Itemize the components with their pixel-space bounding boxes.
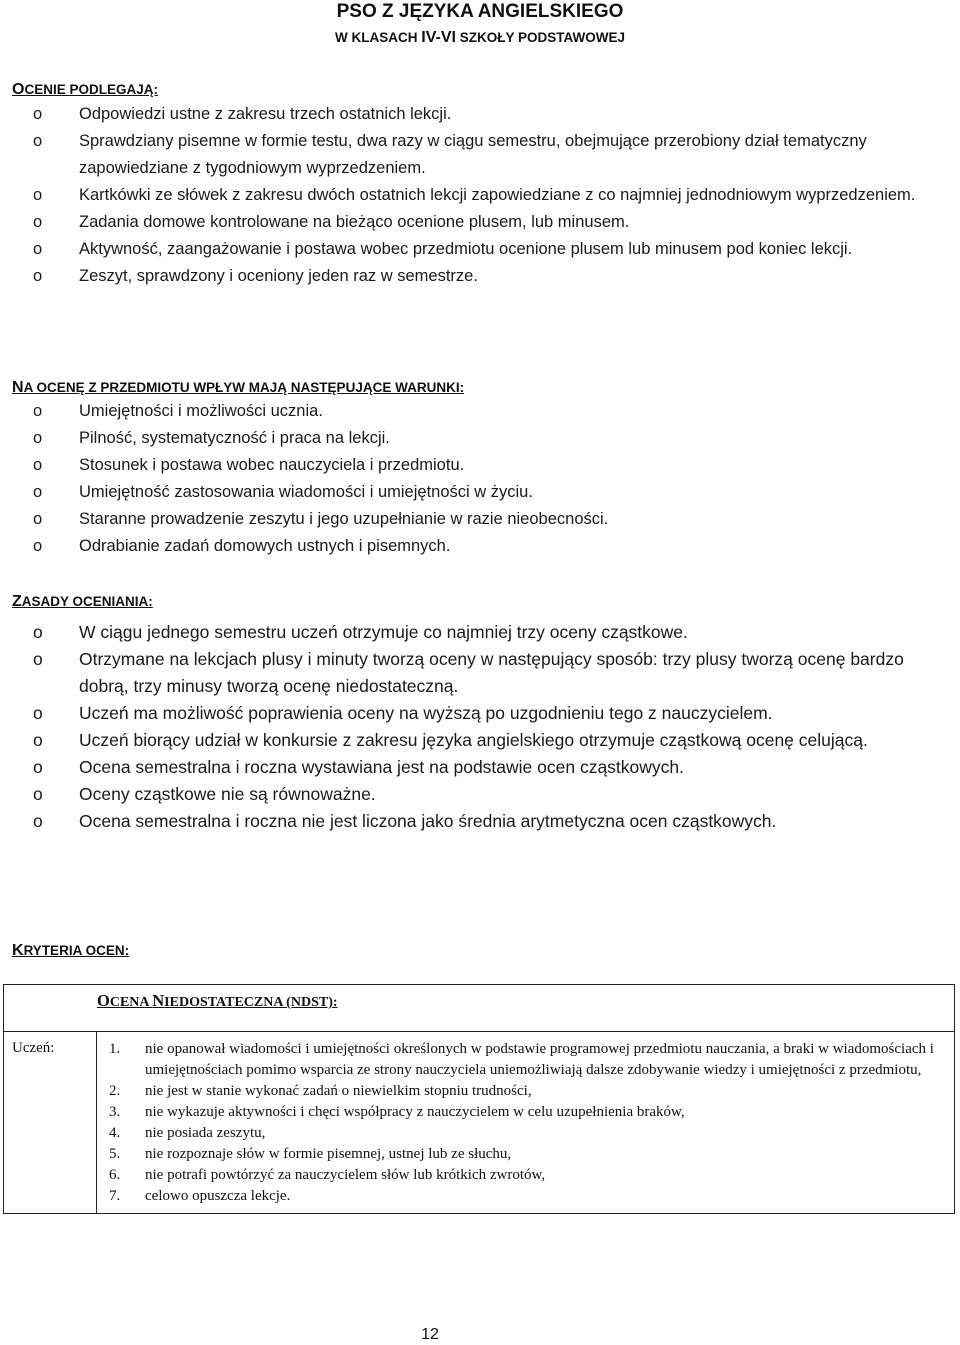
student-label: Uczeń:: [12, 1040, 55, 1056]
section-heading: [12, 941, 942, 961]
list-item-text: Oceny cząstkowe nie są równoważne.: [79, 784, 376, 804]
bullet-o: o: [33, 132, 43, 150]
requirement-item: [97, 1081, 942, 1102]
list-item: [12, 398, 942, 425]
list-item-text: Ocena semestralna i roczna wystawiana jest na podstawie ocen cząstkowych.: [79, 757, 685, 777]
bullet-o: o: [33, 186, 43, 204]
list-item-text: Uczeń ma możliwość poprawienia oceny na wyższą po uzgodnieniu tego z nauczycielem.: [79, 703, 773, 723]
grade-title-part: N: [152, 991, 165, 1010]
requirement-text: celowo opuszcza lekcje.: [145, 1188, 291, 1204]
grade-title-cell: [4, 985, 955, 1032]
heading-cap: Z: [12, 593, 22, 610]
rules-list: [12, 619, 942, 835]
criteria-table: [3, 984, 955, 1214]
list-item: [12, 506, 942, 533]
list-item-text: Stosunek i postawa wobec nauczyciela i przedmiotu.: [79, 456, 465, 474]
requirement-item: [97, 1102, 942, 1123]
table-row: [4, 1032, 955, 1214]
section-heading: [12, 80, 942, 100]
requirement-number: 1.: [109, 1041, 121, 1057]
list-item-text: Sprawdziany pisemne w formie testu, dwa razy w ciągu semestru, obejmujące przerobiony dział tematyczny zapowiedziane z tygodniowym wyprzedzeniem.: [79, 132, 867, 177]
list-item-text: Otrzymane na lekcjach plusy i minuty tworzą oceny w następujący sposób: trzy plusy tworzą ocenę bardzo dobrą, trzy minusy tworzą ocenę niedostateczną.: [79, 649, 904, 696]
list-item-text: Ocena semestralna i roczna nie jest liczona jako średnia arytmetyczna ocen cząstkowych.: [79, 811, 777, 831]
heading-rest: ASADY OCENIANIA:: [21, 594, 153, 609]
bullet-o: o: [33, 483, 43, 501]
document-subtitle: [0, 28, 960, 48]
factors-list: [12, 398, 942, 560]
document-title: PSO Z JĘZYKA ANGIELSKIEGO: [336, 1, 624, 22]
requirement-text: nie wykazuje aktywności i chęci współpracy z nauczycielem w celu uzupełnienia braków,: [145, 1104, 685, 1120]
list-item: [12, 425, 942, 452]
requirement-text: nie posiada zeszytu,: [145, 1125, 266, 1141]
bullet-o: o: [33, 784, 43, 804]
table-row: [4, 985, 955, 1032]
list-item-text: Umiejętność zastosowania wiadomości i umiejętności w życiu.: [79, 483, 533, 501]
heading-cap: O: [12, 81, 25, 98]
section-assessed: [12, 80, 942, 290]
bullet-o: o: [33, 622, 43, 642]
list-item-text: Zadania domowe kontrolowane na bieżąco ocenione plusem, lub minusem.: [79, 213, 630, 231]
list-item-text: Uczeń biorący udział w konkursie z zakresu języka angielskiego otrzymuje cząstkową ocenę celującą.: [79, 730, 868, 750]
bullet-o: o: [33, 456, 43, 474]
list-item: [12, 754, 942, 781]
bullet-o: o: [33, 105, 43, 123]
heading-rest: A OCENĘ Z PRZEDMIOTU WPŁYW MAJĄ NASTĘPUJĄCE WARUNKI:: [23, 380, 465, 395]
section-factors: [12, 378, 942, 560]
grade-title: [4, 985, 954, 1011]
requirement-item: [97, 1165, 942, 1186]
bullet-o: o: [33, 402, 43, 420]
heading-cap: N: [12, 379, 24, 396]
requirements-cell: [97, 1032, 955, 1214]
section-heading: [12, 592, 942, 612]
list-item-text: Odpowiedzi ustne z zakresu trzech ostatnich lekcji.: [79, 105, 452, 123]
requirement-item: [97, 1039, 942, 1081]
heading-rest: RYTERIA OCEN:: [23, 943, 130, 958]
bullet-o: o: [33, 757, 43, 777]
heading-rest: CENIE PODLEGAJĄ:: [24, 82, 158, 97]
grade-title-part: O: [97, 991, 110, 1010]
list-item: [12, 479, 942, 506]
list-item-text: Kartkówki ze słówek z zakresu dwóch ostatnich lekcji zapowiedziane z co najmniej jednodniowym wyprzedzeniem.: [79, 186, 916, 204]
list-item: [12, 700, 942, 727]
bullet-o: o: [33, 240, 43, 258]
requirements-list: [97, 1032, 954, 1213]
list-item: [12, 182, 942, 209]
requirement-text: nie potrafi powtórzyć za nauczycielem słów lub krótkich zwrotów,: [145, 1167, 546, 1183]
requirement-number: 3.: [109, 1104, 121, 1120]
list-item: [12, 808, 942, 835]
section-criteria: [12, 941, 942, 961]
list-item: [12, 209, 942, 236]
requirement-item: [97, 1123, 942, 1144]
bullet-o: o: [33, 649, 43, 669]
list-item-text: W ciągu jednego semestru uczeń otrzymuje co najmniej trzy oceny cząstkowe.: [79, 622, 688, 642]
requirement-text: nie opanował wiadomości i umiejętności określonych w podstawie programowej przedmiotu nauczania, a braki w wiadomościach i umiejętnościach pomimo wsparcia ze strony nauczyciela uniemożliwiają dalsze zdobywanie wiedzy i umiejętności z przedmiotu,: [145, 1041, 934, 1078]
requirement-text: nie rozpoznaje słów w formie pisemnej, ustnej lub ze słuchu,: [145, 1146, 512, 1162]
list-item: [12, 263, 942, 290]
requirement-text: nie jest w stanie wykonać zadań o niewielkim stopniu trudności,: [145, 1083, 532, 1099]
list-item: [12, 101, 942, 128]
list-item: [12, 727, 942, 754]
subtitle-part-3: SZKOŁY PODSTAWOWEJ: [455, 30, 625, 45]
requirement-number: 7.: [109, 1188, 121, 1204]
bullet-o: o: [33, 429, 43, 447]
subtitle-part-2: IV-VI: [421, 29, 456, 46]
requirement-item: [97, 1186, 942, 1207]
requirement-number: 2.: [109, 1083, 121, 1099]
requirement-number: 6.: [109, 1167, 121, 1183]
requirement-item: [97, 1144, 942, 1165]
requirement-number: 5.: [109, 1146, 121, 1162]
bullet-o: o: [33, 811, 43, 831]
list-item: [12, 619, 942, 646]
page-number: 12: [421, 1326, 439, 1343]
requirement-number: 4.: [109, 1125, 121, 1141]
bullet-o: o: [33, 267, 43, 285]
list-item: [12, 452, 942, 479]
list-item: [12, 781, 942, 808]
bullet-o: o: [33, 510, 43, 528]
list-item-text: Odrabianie zadań domowych ustnych i pisemnych.: [79, 537, 451, 555]
list-item: [12, 646, 942, 700]
list-item-text: Umiejętności i możliwości ucznia.: [79, 402, 323, 420]
section-heading: [12, 378, 942, 398]
student-label-cell: [4, 1032, 97, 1214]
bullet-o: o: [33, 730, 43, 750]
subtitle-part-1: W KLASACH: [335, 30, 422, 45]
grade-title-part: CENA: [109, 995, 153, 1010]
bullet-o: o: [33, 213, 43, 231]
bullet-o: o: [33, 703, 43, 723]
bullet-o: o: [33, 537, 43, 555]
list-item: [12, 236, 942, 263]
grade-title-part: IEDOSTATECZNA (NDST):: [164, 995, 338, 1010]
list-item-text: Pilność, systematyczność i praca na lekcji.: [79, 429, 390, 447]
list-item: [12, 128, 942, 182]
list-item-text: Aktywność, zaangażowanie i postawa wobec przedmiotu ocenione plusem lub minusem pod koniec lekcji.: [79, 240, 853, 258]
section-rules: [12, 592, 942, 835]
assessed-list: [12, 101, 942, 290]
heading-cap: K: [12, 942, 24, 959]
list-item: [12, 533, 942, 560]
list-item-text: Zeszyt, sprawdzony i oceniony jeden raz w semestrze.: [79, 267, 478, 285]
list-item-text: Staranne prowadzenie zeszytu i jego uzupełnianie w razie nieobecności.: [79, 510, 609, 528]
